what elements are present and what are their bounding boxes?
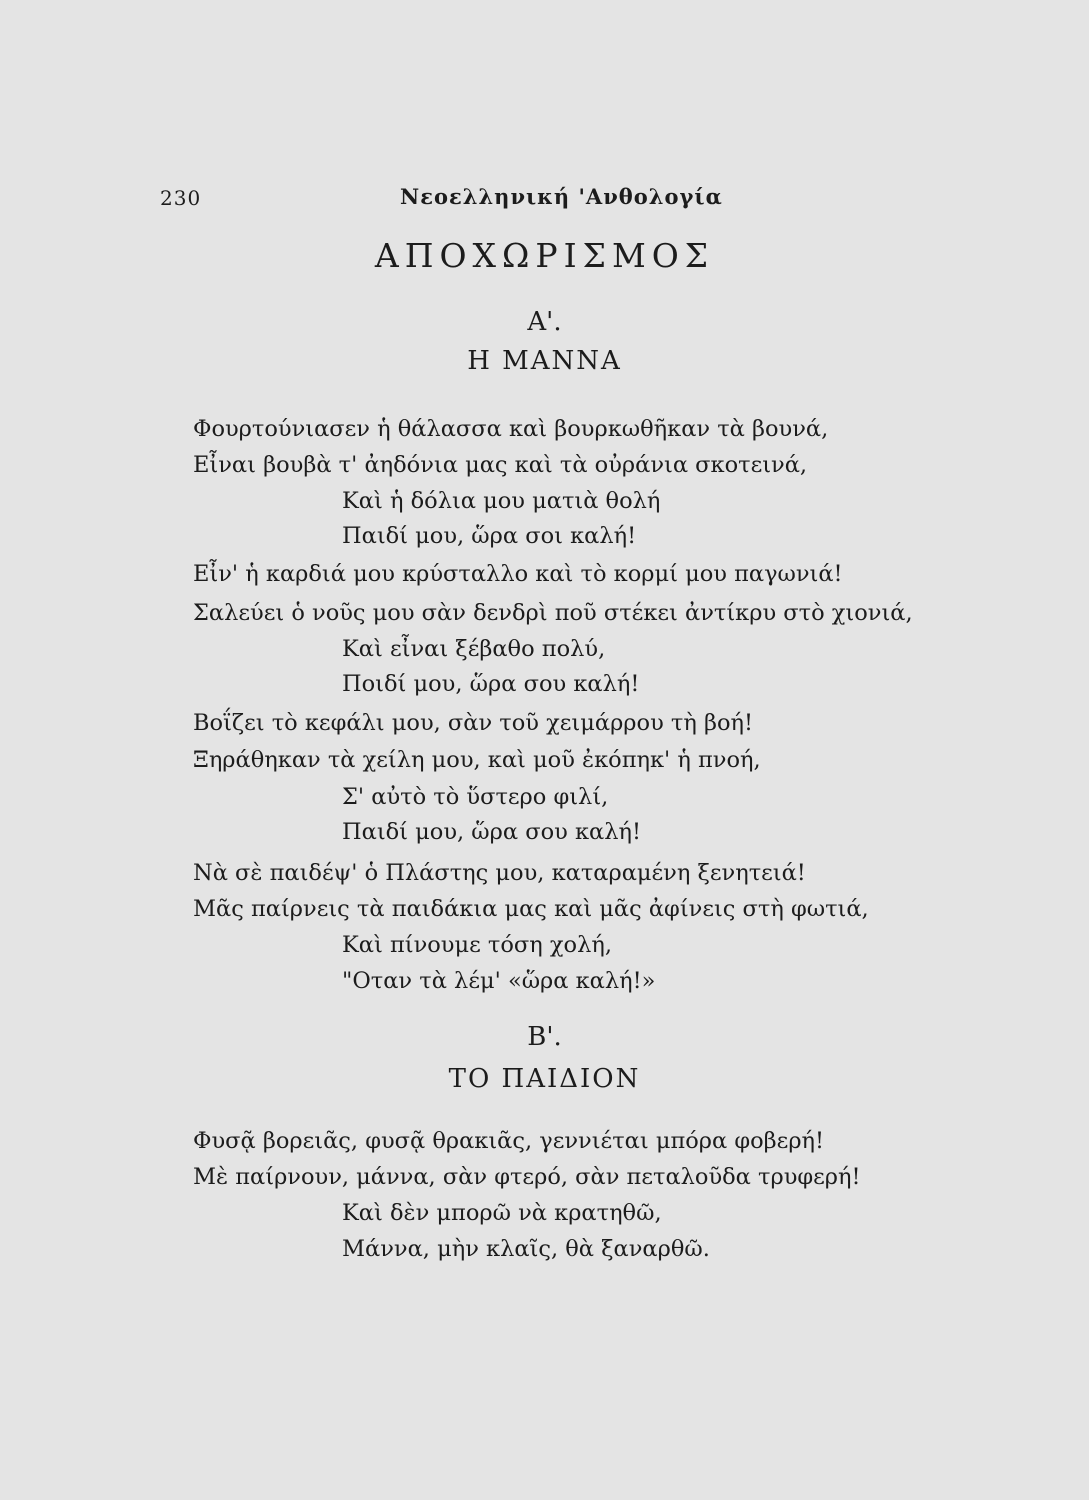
verse-line: Νὰ σὲ παιδέψ' ὁ Πλάστης μου, καταραμένη ξενητειά! — [193, 860, 806, 886]
section-b-number: Β'. — [527, 1022, 562, 1052]
verse-line: Σαλεύει ὁ νοῦς μου σὰν δενδρὶ ποῦ στέκει ἀντίκρυ στὸ χιονιά, — [193, 600, 913, 626]
verse-line: "Οταν τὰ λέμ' «ὥρα καλή!» — [342, 968, 656, 994]
verse-line: Φυσᾷ βορειᾶς, φυσᾷ θρακιᾶς, γεννιέται μπόρα φοβερή! — [193, 1128, 825, 1154]
verse-line: Ποιδί μου, ὥρα σου καλή! — [342, 671, 640, 697]
section-b-heading: ΤΟ ΠΑΙΔΙΟΝ — [448, 1064, 641, 1094]
verse-line: Μάννα, μὴν κλαῖς, θὰ ξαναρθῶ. — [342, 1236, 710, 1262]
poem-title: ΑΠΟΧΩΡΙΣΜΟΣ — [374, 236, 715, 275]
verse-line: Παιδί μου, ὥρα σοι καλή! — [342, 523, 637, 549]
verse-line: Εἶναι βουβὰ τ' ἀηδόνια μας καὶ τὰ οὐράνια σκοτεινά, — [193, 452, 808, 478]
verse-line: Σ' αὐτὸ τὸ ὕστερο φιλί, — [342, 784, 609, 810]
verse-line: Εἶν' ἡ καρδιά μου κρύσταλλο καὶ τὸ κορμί μου παγωνιά! — [193, 561, 843, 587]
verse-line: Καὶ ἡ δόλια μου ματιὰ θολή — [342, 488, 661, 514]
running-title: Νεοελληνική 'Ανθολογία — [400, 184, 723, 209]
page-number: 230 — [160, 186, 202, 210]
verse-line: Φουρτούνιασεν ἡ θάλασσα καὶ βουρκωθῆκαν τὰ βουνά, — [193, 416, 829, 442]
section-a-heading: Η ΜΑΝΝΑ — [467, 346, 622, 376]
verse-line: Καὶ δὲν μπορῶ νὰ κρατηθῶ, — [342, 1200, 662, 1226]
verse-line: Καὶ εἶναι ξέβαθο πολύ, — [342, 636, 606, 662]
verse-line: Βοΐζει τὸ κεφάλι μου, σὰν τοῦ χειμάρρου τὴ βοή! — [193, 710, 754, 736]
section-a-number: Α'. — [527, 307, 562, 337]
verse-line: Καὶ πίνουμε τόση χολή, — [342, 932, 612, 958]
verse-line: Ξηράθηκαν τὰ χείλη μου, καὶ μοῦ ἐκόπηκ' ἡ πνοή, — [193, 747, 761, 773]
verse-line: Παιδί μου, ὥρα σου καλή! — [342, 819, 642, 845]
verse-line: Μὲ παίρνουν, μάννα, σὰν φτερό, σὰν πεταλοῦδα τρυφερή! — [193, 1164, 861, 1190]
verse-line: Μᾶς παίρνεις τὰ παιδάκια μας καὶ μᾶς ἀφίνεις στὴ φωτιά, — [193, 896, 869, 922]
